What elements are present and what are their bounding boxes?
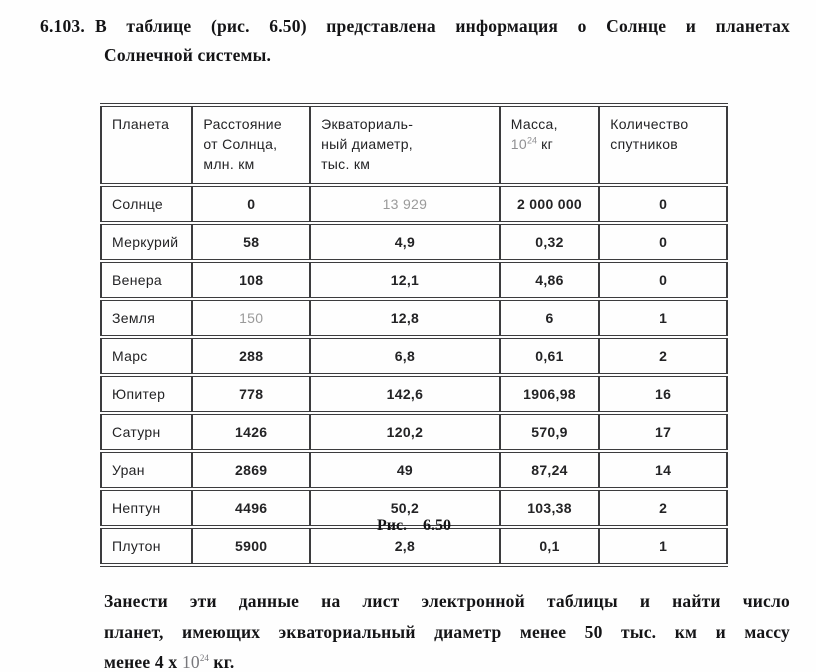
moons-cell: 1 (599, 299, 727, 337)
header-mass-power: $10^{24}$ (510, 135, 537, 152)
planet-cell: Уран (101, 451, 192, 489)
distance-cell: 58 (192, 223, 310, 261)
planet-cell: Плутон (101, 527, 192, 565)
header-diameter-line3: тыс. км (321, 156, 371, 172)
diameter-cell: 6,8 (310, 337, 500, 375)
distance-cell: 108 (192, 261, 310, 299)
diameter-cell: 49 (310, 451, 500, 489)
diameter-cell: 12,8 (310, 299, 500, 337)
header-mass-line1: Масса, (510, 116, 558, 132)
header-moons (599, 105, 727, 185)
diameter-cell: 4,9 (310, 223, 500, 261)
header-planet-label: Планета (112, 116, 170, 132)
mass-cell: 0,61 (500, 337, 600, 375)
moons-cell: 0 (599, 185, 727, 223)
task-line2: планет, имеющих экваториальный диаметр менее 50 тыс. км и массу (104, 621, 790, 642)
problem-intro-line1 (40, 12, 790, 41)
problem-heading (40, 12, 790, 70)
distance-cell: 778 (192, 375, 310, 413)
planet-cell: Юпитер (101, 375, 192, 413)
header-diameter (310, 105, 500, 185)
distance-cell: 4496 (192, 489, 310, 527)
mass-cell: 0,1 (500, 527, 600, 565)
moons-cell: 0 (599, 223, 727, 261)
header-mass-unit: кг (541, 136, 553, 152)
diameter-cell: 142,6 (310, 375, 500, 413)
figure-caption (100, 517, 728, 535)
header-distance-line3: млн. км (203, 156, 255, 172)
mass-cell: 6 (500, 299, 600, 337)
planets-table (100, 103, 728, 567)
moons-cell: 14 (599, 451, 727, 489)
mass-cell: 103,38 (500, 489, 600, 527)
problem-intro-text: В таблице (рис. 6.50) представлена информация о Солнце и планетах (94, 16, 790, 36)
table-row (101, 185, 727, 223)
moons-cell: 2 (599, 337, 727, 375)
diameter-cell: 50,2 (310, 489, 500, 527)
table-row (101, 413, 727, 451)
header-diameter-line1: Экваториаль- (321, 116, 414, 132)
table-row (101, 261, 727, 299)
mass-cell: 0,32 (500, 223, 600, 261)
table-row (101, 375, 727, 413)
planet-cell: Венера (101, 261, 192, 299)
header-distance (192, 105, 310, 185)
task-line3-power: $10^{24}$ (181, 652, 209, 672)
header-moons-line2: спутников (610, 136, 679, 152)
planet-cell: Марс (101, 337, 192, 375)
task-paragraph (104, 586, 790, 672)
table-row (101, 299, 727, 337)
header-distance-line2: от Солнца, (203, 136, 278, 152)
moons-cell: 1 (599, 527, 727, 565)
task-line3-before: менее 4 х (104, 652, 182, 672)
figure-caption-label: Рис. (376, 517, 408, 534)
header-distance-line1: Расстояние (203, 116, 283, 132)
diameter-cell: 120,2 (310, 413, 500, 451)
header-moons-line1: Количество (610, 116, 689, 132)
distance-cell: 0 (192, 185, 310, 223)
mass-cell: 1906,98 (500, 375, 600, 413)
header-mass (500, 105, 600, 185)
task-line3 (104, 647, 790, 672)
planet-cell: Меркурий (101, 223, 192, 261)
problem-number: 6.103. (40, 16, 85, 36)
mass-cell: 87,24 (500, 451, 600, 489)
figure-caption-number: 6.50 (423, 517, 452, 534)
distance-cell: 1426 (192, 413, 310, 451)
mass-cell: 4,86 (500, 261, 600, 299)
moons-cell: 2 (599, 489, 727, 527)
mass-cell: 2 000 000 (500, 185, 600, 223)
planet-cell: Нептун (101, 489, 192, 527)
planet-cell: Земля (101, 299, 192, 337)
planet-cell: Сатурн (101, 413, 192, 451)
distance-cell: 5900 (192, 527, 310, 565)
moons-cell: 0 (599, 261, 727, 299)
mass-cell: 570,9 (500, 413, 600, 451)
header-diameter-line2: ный диаметр, (321, 136, 413, 152)
table-row (101, 223, 727, 261)
distance-cell: 288 (192, 337, 310, 375)
planet-cell: Солнце (101, 185, 192, 223)
header-row (101, 105, 727, 185)
distance-cell: 150 (192, 299, 310, 337)
diameter-cell: 13 929 (310, 185, 500, 223)
task-line1: Занести эти данные на лист электронной таблицы и найти число (104, 591, 790, 611)
table-body (101, 185, 727, 565)
distance-cell: 2869 (192, 451, 310, 489)
diameter-cell: 2,8 (310, 527, 500, 565)
header-planet (101, 105, 192, 185)
table-header (101, 105, 727, 185)
moons-cell: 16 (599, 375, 727, 413)
table-row (101, 451, 727, 489)
task-line3-after: кг. (208, 652, 235, 672)
table-row (101, 337, 727, 375)
diameter-cell: 12,1 (310, 261, 500, 299)
moons-cell: 17 (599, 413, 727, 451)
problem-intro-line2: Солнечной системы. (104, 45, 272, 65)
